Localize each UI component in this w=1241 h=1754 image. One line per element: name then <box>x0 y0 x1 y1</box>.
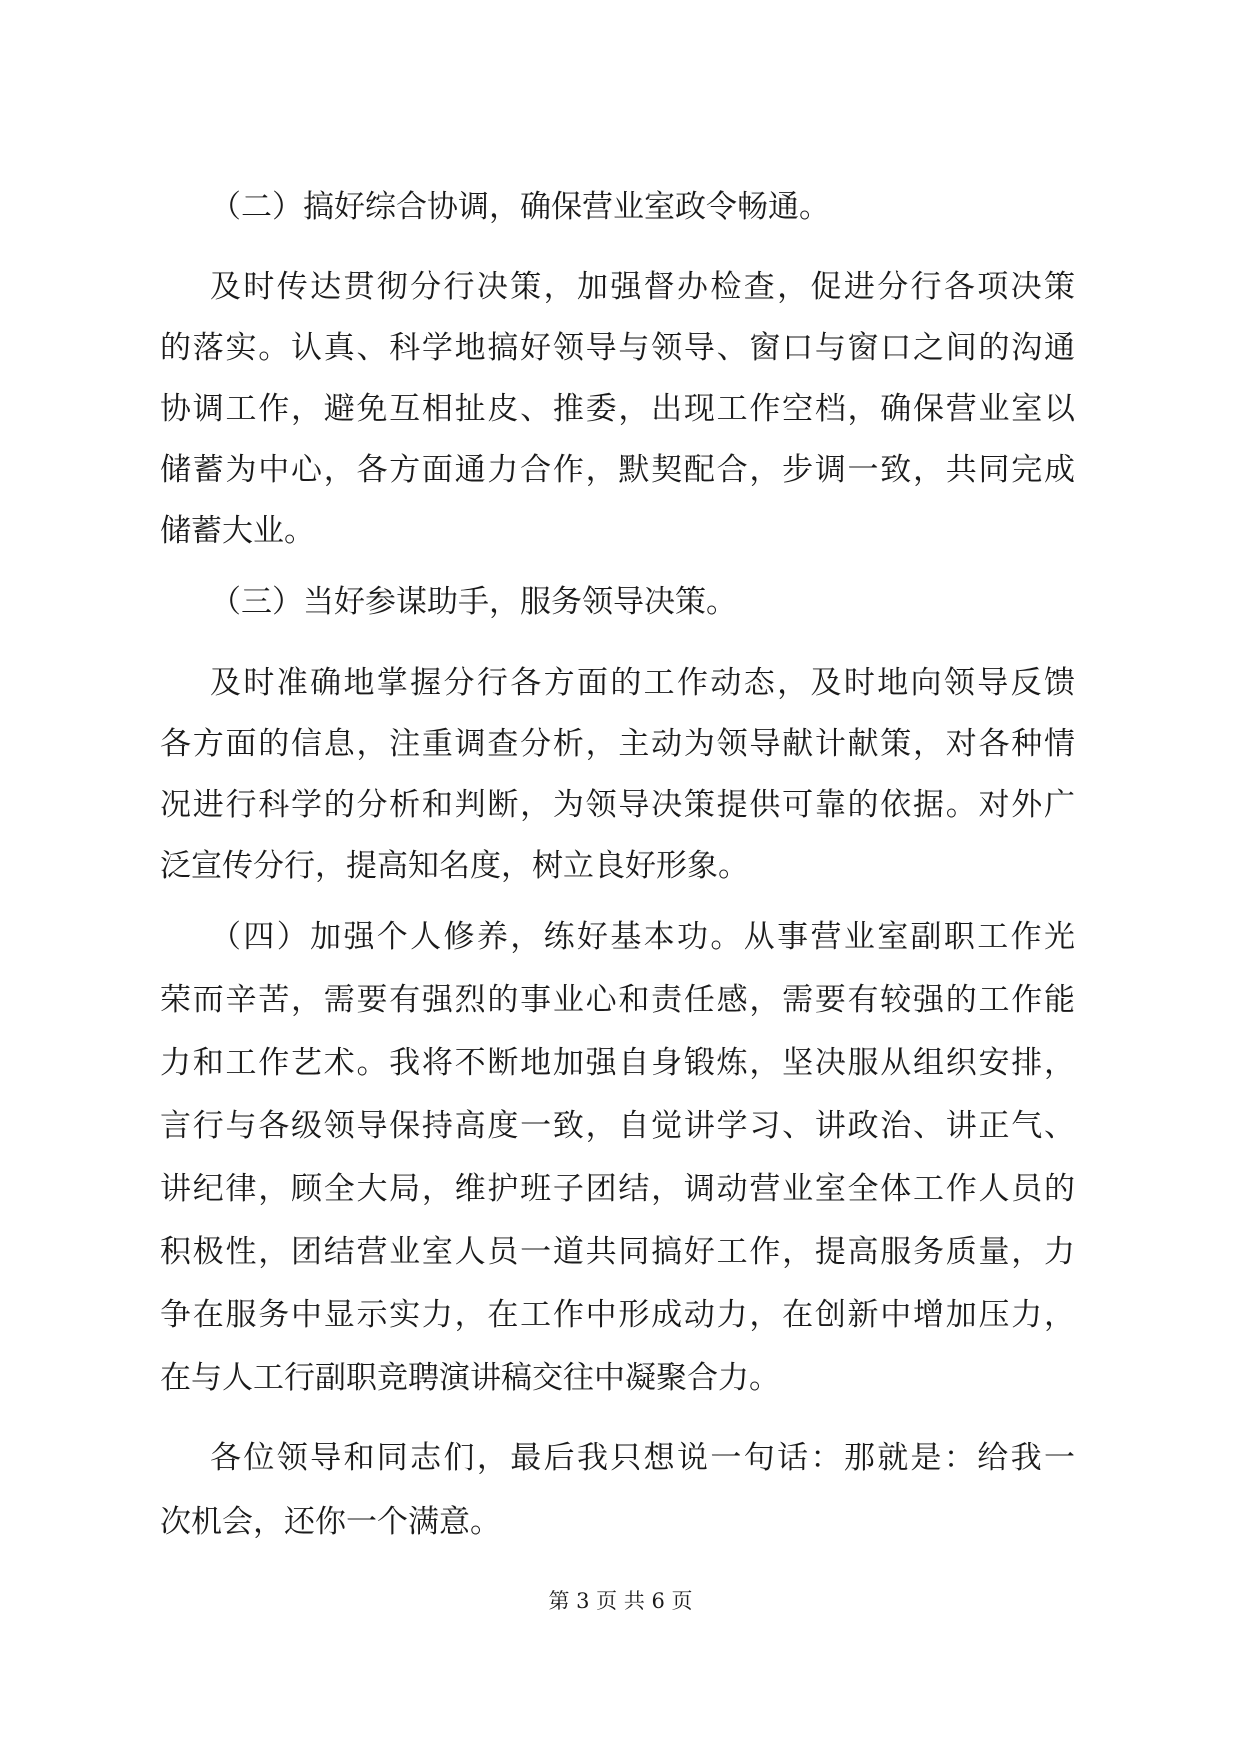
paragraph-line: 荣而辛苦，需要有强烈的事业心和责任感，需要有较强的工作能 <box>160 982 1075 1018</box>
paragraph-line: 各方面的信息，注重调查分析，主动为领导献计献策，对各种情 <box>160 726 1075 762</box>
paragraph-line: 言行与各级领导保持高度一致，自觉讲学习、讲政治、讲正气、 <box>160 1108 1075 1144</box>
paragraph-line: 及时传达贯彻分行决策，加强督办检查，促进分行各项决策 <box>210 269 1075 305</box>
paragraph-line: 储蓄为中心，各方面通力合作，默契配合，步调一致，共同完成 <box>160 452 1075 488</box>
paragraph-line: 泛宣传分行，提高知名度，树立良好形象。 <box>160 848 749 884</box>
paragraph-line: 况进行科学的分析和判断，为领导决策提供可靠的依据。对外广 <box>160 787 1075 823</box>
paragraph-line: 积极性，团结营业室人员一道共同搞好工作，提高服务质量，力 <box>160 1234 1075 1270</box>
page-number-footer: 第 3 页 共 6 页 <box>548 1589 693 1613</box>
heading-section-4: （四）加强个人修养，练好基本功。从事营业室副职工作光 <box>210 919 1075 955</box>
paragraph-line: 储蓄大业。 <box>160 513 315 549</box>
paragraph-line: 争在服务中显示实力，在工作中形成动力，在创新中增加压力， <box>160 1297 1075 1333</box>
paragraph-line: 在与人工行副职竞聘演讲稿交往中凝聚合力。 <box>160 1360 780 1396</box>
closing-line: 次机会，还你一个满意。 <box>160 1504 501 1540</box>
heading-section-3: （三）当好参谋助手，服务领导决策。 <box>210 584 737 620</box>
paragraph-line: 及时准确地掌握分行各方面的工作动态，及时地向领导反馈 <box>210 665 1075 701</box>
paragraph-line: 讲纪律，顾全大局，维护班子团结，调动营业室全体工作人员的 <box>160 1171 1075 1207</box>
paragraph-line: 力和工作艺术。我将不断地加强自身锻炼，坚决服从组织安排， <box>160 1045 1075 1081</box>
heading-section-2: （二）搞好综合协调，确保营业室政令畅通。 <box>210 189 830 225</box>
paragraph-line: 协调工作，避免互相扯皮、推委，出现工作空档，确保营业室以 <box>160 391 1075 427</box>
closing-line: 各位领导和同志们，最后我只想说一句话：那就是：给我一 <box>210 1440 1075 1476</box>
paragraph-line: 的落实。认真、科学地搞好领导与领导、窗口与窗口之间的沟通 <box>160 330 1075 366</box>
